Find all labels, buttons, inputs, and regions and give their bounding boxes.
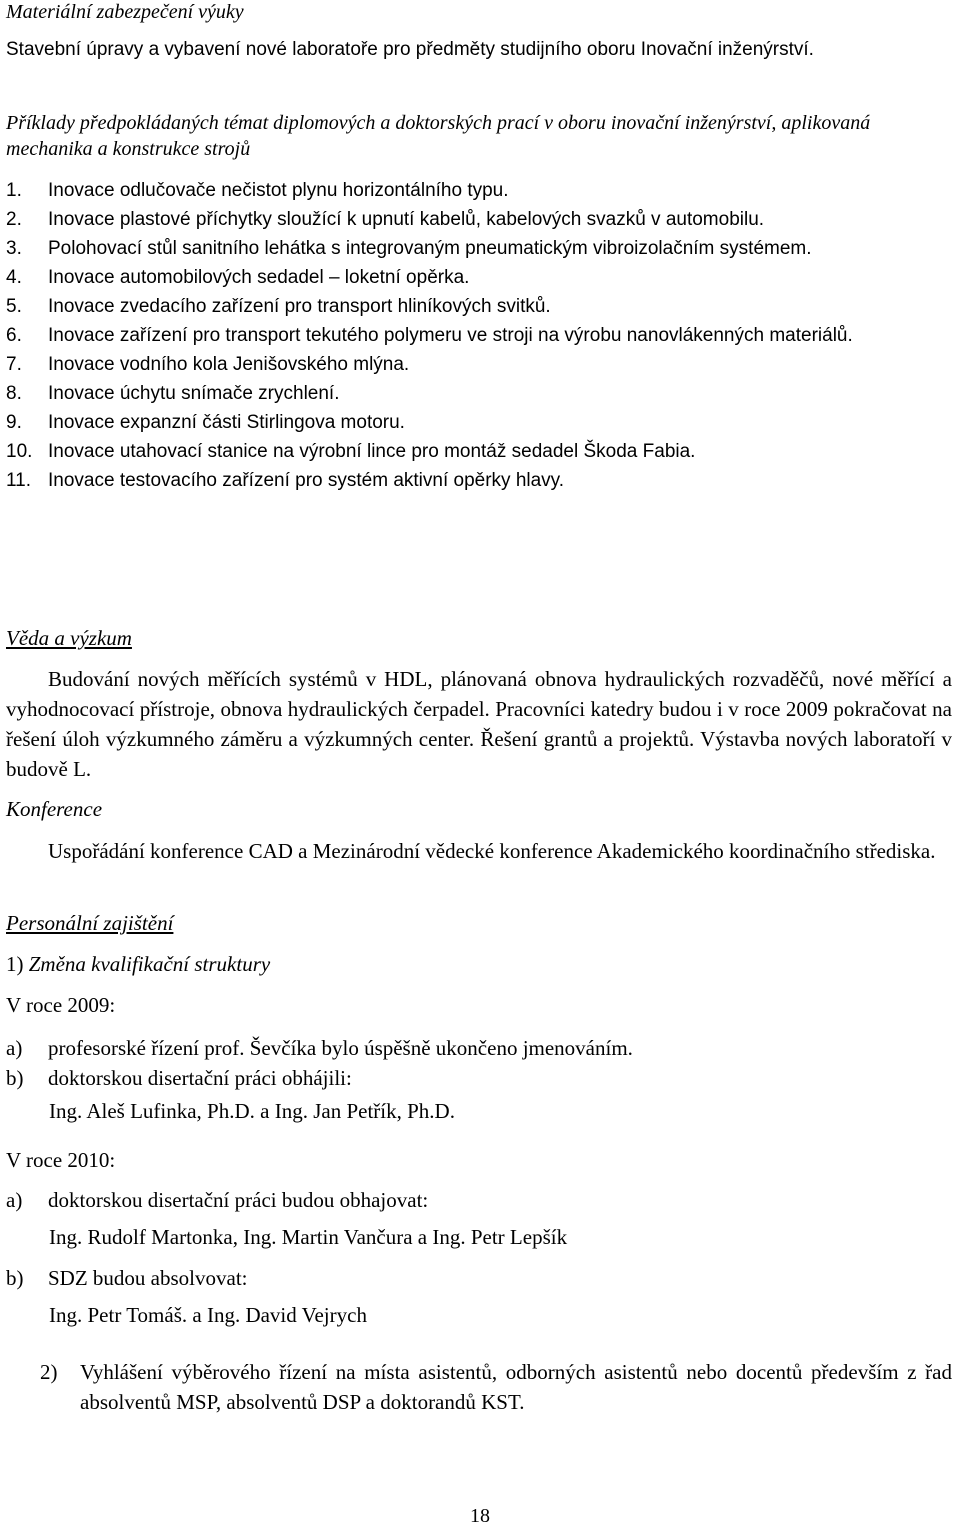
item-text: doktorskou disertační práci budou obhajovat: [48,1188,429,1212]
section-heading-material: Materiální zabezpečení výuky [6,1,244,23]
item-2010-b [6,1265,960,1291]
topic-text: Inovace testovacího zařízení pro systém aktivní opěrky hlavy. [48,470,565,491]
research-heading: Věda a výzkum [6,626,132,650]
item-2010-a [6,1187,960,1213]
topic-number: 2. [6,209,22,230]
topic-text: Polohovací stůl sanitního lehátka s integrovaným pneumatickým vibroizolačním systémem. [48,238,812,259]
item-text: profesorské řízení prof. Ševčíka bylo úspěšně ukončeno jmenováním. [48,1036,633,1060]
topic-item [6,410,950,436]
topics-list [6,178,950,497]
topic-number: 4. [6,267,22,288]
topic-item [6,323,950,349]
page-number: 18 [470,1505,490,1527]
personnel-subheading [6,951,960,977]
topic-item [6,468,950,494]
upcoming-defense-names: Ing. Rudolf Martonka, Ing. Martin Vančura a Ing. Petr Lepšík [49,1225,568,1249]
topic-number: 11. [6,470,32,491]
topic-number: 3. [6,238,22,259]
topic-item [6,381,950,407]
conference-heading: Konference [6,797,103,821]
topic-number: 9. [6,412,22,433]
topics-heading: Příklady předpokládaných témat diplomových a doktorských prací v oboru inovační inženýrství, aplikovaná mechanika a konstrukce strojů [6,112,871,160]
year-2010-label: V roce 2010: [6,1148,116,1172]
material-paragraph: Stavební úpravy a vybavení nové laboratoře pro předměty studijního oboru Inovační inženýrství. [6,39,814,60]
sdz-names: Ing. Petr Tomáš. a Ing. David Vejrych [49,1303,367,1327]
research-paragraph [6,664,952,784]
subheading-number: 1) [6,952,24,976]
item-label: a) [6,1188,23,1212]
selection-procedure-item [40,1357,952,1417]
topic-text: Inovace odlučovače nečistot plynu horizontálního typu. [48,180,509,201]
topic-number: 6. [6,325,22,346]
item-2009-b [6,1065,960,1091]
topic-number: 1. [6,180,22,201]
topic-item [6,294,950,320]
year-2009-label: V roce 2009: [6,993,116,1017]
conference-paragraph [6,836,952,866]
topic-text: Inovace zařízení pro transport tekutého polymeru ve stroji na výrobu nanovlákenných materiálů. [48,325,853,346]
topic-item [6,439,950,465]
topic-text: Inovace plastové příchytky sloužící k upnutí kabelů, kabelových svazků v automobilu. [48,209,765,230]
item-text: Vyhlášení výběrového řízení na místa asistentů, odborných asistentů nebo docentů především z řad absolventů MSP, absolventů DSP a doktorandů KST. [80,1360,952,1414]
topic-item [6,236,950,262]
topic-text: Inovace expanzní části Stirlingova motoru. [48,412,405,433]
topic-item [6,207,950,233]
topic-number: 10. [6,441,33,462]
topic-text: Inovace úchytu snímače zrychlení. [48,383,340,404]
topic-text: Inovace vodního kola Jenišovského mlýna. [48,354,410,375]
item-text: SDZ budou absolvovat: [48,1266,248,1290]
item-label: b) [6,1266,24,1290]
item-label: a) [6,1036,23,1060]
research-text: Budování nových měřících systémů v HDL, plánovaná obnova hydraulických rozvaděčů, nové měřící a vyhodnocovací přístroje, obnova hydraulických čerpadel. Pracovníci katedry budou i v roce 2009 pokračovat na řešení úloh výzkumného záměru a výzkumných center. Řešení grantů a projektů. Výstavba nových laboratoří v budově L. [6,667,952,781]
subheading-text: Změna kvalifikační struktury [28,952,271,976]
item-label: b) [6,1066,24,1090]
conference-text: Uspořádání konference CAD a Mezinárodní vědecké konference Akademického koordinačního střediska. [48,839,936,863]
topic-text: Inovace utahovací stanice na výrobní lince pro montáž sedadel Škoda Fabia. [48,441,696,462]
topic-text: Inovace automobilových sedadel – loketní opěrka. [48,267,470,288]
personnel-heading: Personální zajištění [6,911,174,935]
topic-number: 5. [6,296,22,317]
topic-item [6,352,950,378]
item-2009-a [6,1035,960,1061]
defended-names: Ing. Aleš Lufinka, Ph.D. a Ing. Jan Petřík, Ph.D. [49,1099,455,1123]
item-label: 2) [40,1360,58,1384]
item-text: doktorskou disertační práci obhájili: [48,1066,352,1090]
topic-item [6,265,950,291]
topic-text: Inovace zvedacího zařízení pro transport hliníkových svitků. [48,296,551,317]
topic-number: 8. [6,383,22,404]
topic-number: 7. [6,354,22,375]
topic-item [6,178,950,204]
